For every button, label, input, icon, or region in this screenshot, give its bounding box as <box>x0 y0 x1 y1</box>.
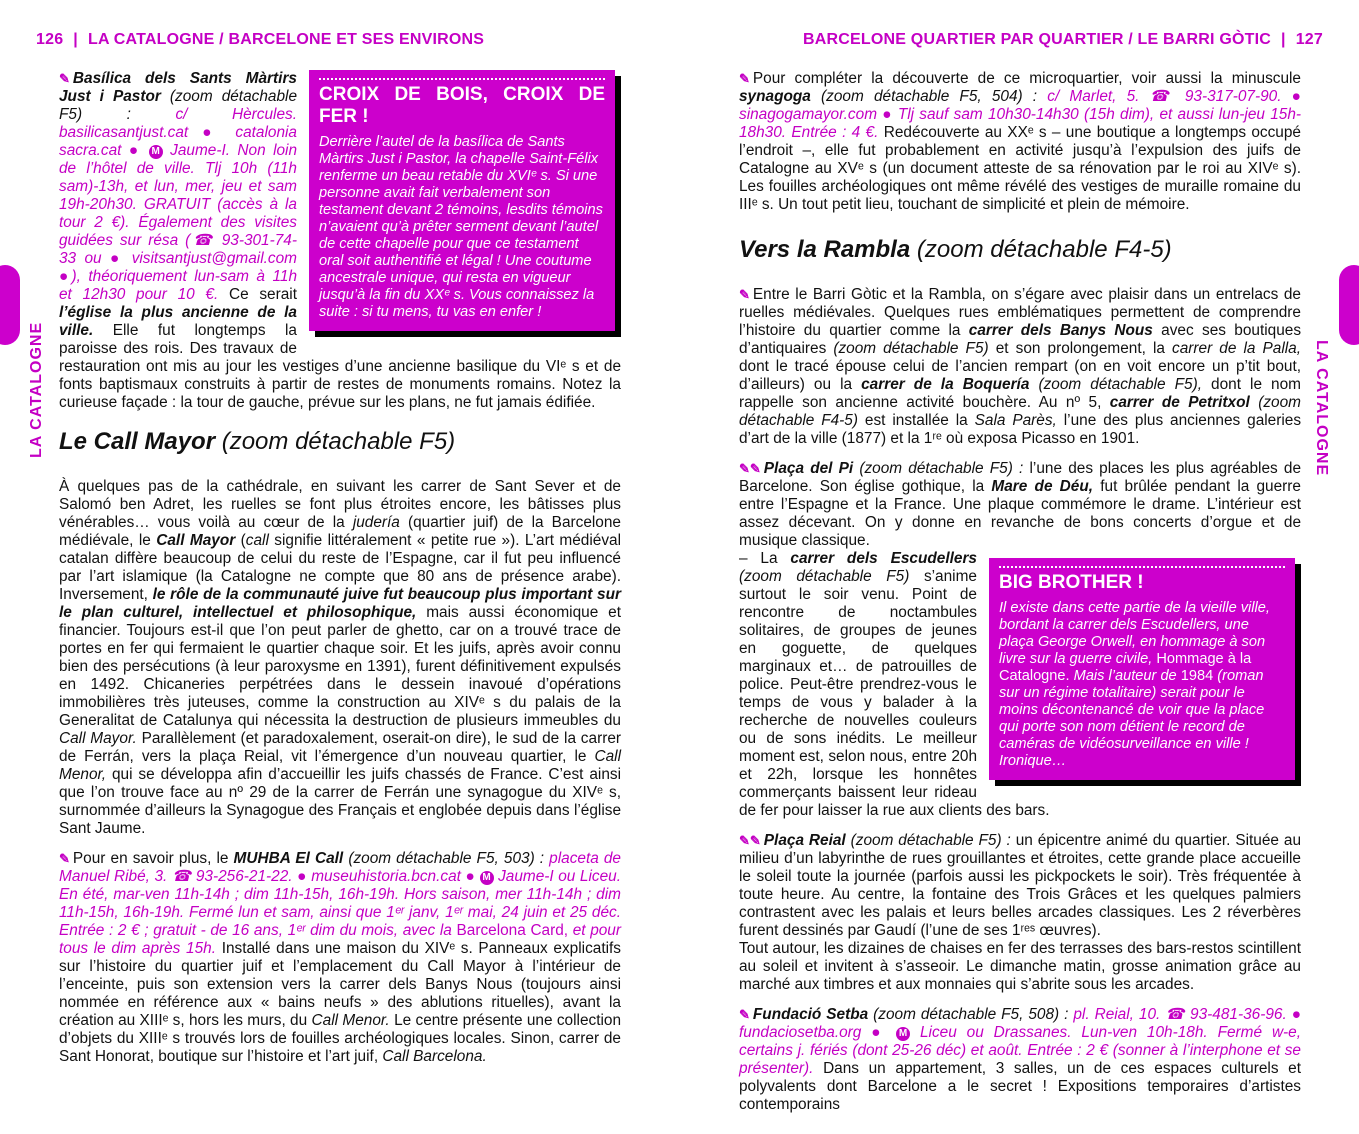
paragraph-call-mayor: À quelques pas de la cathédrale, en suivant les carrer de Sant Sever et de Salomó ben Adret, les ruelles se font plus étroites encore, les bâtisses plus vénérables… vous voilà au cœur de la judería (quartier juif) de la Barcelone médiévale, le Call Mayor (call signifie littéralement « petite rue »). L’art médiéval catalan diffère beaucoup de celui du reste de l’Espagne, car il fut peu influencé par l’art islamique (la Catalogne ne compte que 80 ans de présence arabe). Inversement, le rôle de la communauté juive fut beaucoup plus important sur le plan culturel, intellectuel et philosophique, mais aussi économique et financier. Toujours est-il que l’on peut parler de ghetto, car on a trouvé trace de portes en fer qui fermaient le quartier chaque soir. Et les juifs, après avoir connu bien des persécutions (à leur paroxysme en 1391), furent définitivement expulsés en 1492. Chicaneries perpétrées dans le dessein inavoué d’opérations immobilières très juteuses, comme la construction au XIVᵉ s du palais de la Generalitat de Catalunya qui nécessita la destruction de plusieurs immeubles du Call Mayor. Parallèlement (et paradoxalement, oserait-on dire), le sud de la carrer de Ferrán, vers la plaça Reial, vit l’émergence d’un nouveau quartier, le Call Menor, qui se développa afin d’accueillir les juifs chassés de France. C’est ainsi que l’on trouve face au nº 29 de la carrer de Ferrán une synagogue du XIVᵉ s, surnommée d’ailleurs la Synagogue des Français et englobée depuis dans l’église Sant Jaume. <box>59 478 622 837</box>
side-label-left: LA CATALOGNE <box>28 321 45 458</box>
sidebar-box-big-brother <box>989 558 1295 780</box>
thumb-tab-right <box>1339 265 1359 345</box>
entry-name: Basílica dels Sants Màrtirs Just i Pastor <box>59 70 297 105</box>
pin-icon: ✎ <box>59 71 70 86</box>
pin-icon: ✎✎ <box>739 833 761 848</box>
running-head-left: 126 | LA CATALOGNE / BARCELONE ET SES ENVIRONS <box>36 31 485 48</box>
sidebar-box-croix <box>309 70 615 331</box>
paragraph-reial-2: Tout autour, les dizaines de chaises en fer des terrasses des bars-restos scintillent au soleil et invitent à s’asseoir. Le dimanche matin, grosse animation grâce au marché aux timbres et aux monnaies qui s’abrite sous les arcades. <box>739 940 1301 993</box>
entry-placa-del-pi: ✎✎ Plaça del Pi (zoom détachable F5) : l’une des places les plus agréables de Barcelone. Son église gothique, la Mare de Déu, fut brûlée pendant la guerre entre l’Espagne et la France. Une plaque commémore le drame. L’intérieur est assez décevant. On y donne en revanche de bons concerts d’orgue et de musique classique. <box>739 460 1302 549</box>
metro-icon: M <box>896 1027 910 1041</box>
left-column <box>59 70 621 1066</box>
entry-zoom: (zoom détachable F5) : <box>59 88 297 123</box>
entry-escudellers: – La carrer dels Escudellers (zoom détachable F5) s’anime surtout le soir venu. Point de rencontre de noctambules solitaires, de groupes de jeunes en goguette, de quelques marginaux et… de patrouilles de police. Peut-être prendrez-vous le temps de vous y balader à la recherche de nouvelles couleurs ou de sons inédits. Le meilleur moment est, selon nous, entre 20h et 22h, lorsque les honnêtes commerçants baissent leur rideau de fer pour laisser la rue aux clients des bars. <box>739 550 1050 819</box>
pin-icon: ✎ <box>739 71 750 86</box>
left-page <box>0 0 679 1134</box>
box-body: Derrière l’autel de la basílica de Sants Màrtirs Just i Pastor, la chapelle Saint-Félix renferme un beau retable du XVIᵉ s. Si une personne avait fait verbalement son testament devant 2 témoins, lesdits témoins n’avaient qu’à prêter serment devant l’autel de cette chapelle pour que ce testament oral soit authentifié et légal ! Une coutume ancestrale unique, qui resta en vigueur jusqu’à la fin du XXᵉ s. Vous connaissez la suite : si tu mens, tu vas en enfer ! <box>319 134 603 320</box>
right-column <box>739 70 1301 1114</box>
running-head-right: BARCELONE QUARTIER PAR QUARTIER / LE BARRI GÒTIC | 127 <box>803 31 1323 48</box>
pin-icon: ✎✎ <box>739 461 761 476</box>
page-number-right: 127 <box>1295 31 1323 48</box>
box-title: CROIX DE BOIS, CROIX DE FER ! <box>319 78 605 128</box>
metro-icon: M <box>149 145 163 159</box>
page-number-left: 126 <box>36 31 64 48</box>
pin-icon: ✎ <box>739 287 750 302</box>
entry-info: Non loin de l’hôtel de ville. Tlj 10h (11h sam)-13h, et lun, mer, jeu et sam 19h-20h30. GRATUIT (accès à la tour 2 €). Également des visites guidées sur résa (☎ 93-301-74-33 ou ● visitsantjust@gmail.com ●), théoriquement lun-sam à 11h et 12h30 pour 10 €. <box>59 142 298 303</box>
right-page <box>680 0 1359 1134</box>
entry-synagoga: ✎ Pour compléter la découverte de ce microquartier, voir aussi la minuscule synagoga (zoom détachable F5, 504) : c/ Marlet, 5. ☎ 93-317-07-90. ● sinagogamayor.com ● Tlj sauf sam 10h30-14h30 (15h dim), et aussi lun-jeu 15h-18h30. Entrée : 4 €. Redécouverte au XXᵉ s – une boutique a longtemps occupé l’endroit –, elle fut probablement en activité jusqu’à l’expulsion des juifs de Catalogne au XVᵉ s (un document atteste de sa rénovation par le roi au XIVᵉ s). Les fouilles archéologiques ont même révélé des vestiges de muraille romaine du IIIᵉ s. Un tout petit lieu, touchant de simplicité et plein de mémoire. <box>739 70 1301 213</box>
running-title-left: LA CATALOGNE / BARCELONE ET SES ENVIRONS <box>87 31 485 48</box>
side-label-right: LA CATALOGNE <box>1313 340 1330 477</box>
entry-basilica: ✎ Basílica dels Sants Màrtirs Just i Pastor (zoom détachable F5) : c/ Hèrcules. basilicasantjust.cat ● catalonia​sacra.cat ● M Jaume-I. Non loin de l’hôtel de ville. Tlj 10h (11h sam)-13h, et lun, mer, jeu et sam 19h-20h30. GRATUIT (accès à la tour 2 €). Également des visites guidées sur résa (☎ 93-301-74-33 ou ● visitsantjust@gmail.com ●), théoriquement lun-sam à 11h et 12h30 pour 10 €. Ce serait l’église la plus ancienne de la ville. Elle fut longtemps la paroisse des rois. Des travaux de restauration ont mis au jour les vestiges d’une ancienne basilique du VIᵉ s et de fonts baptismaux construits à partir de restes de monuments romains. Notez la curieuse façade : la tour de gauche, prévue sur les plans, ne fut jamais édifiée. <box>59 70 621 411</box>
pin-icon: ✎ <box>59 851 70 866</box>
entry-address: c/ Hèrcules. <box>175 106 297 123</box>
entry-muhba: ✎ Pour en savoir plus, le MUHBA El Call (zoom détachable F5, 503) : placeta de Manuel Ribé, 3. ☎ 93-256-21-22. ● museuhistoria.bcn.cat ● M Jaume-I ou Liceu. En été, mar-ven 11h-14h ; dim 11h-15h, 16h-19h. Hors saison, mer 11h-14h ; dim 11h-15h, 16h-19h. Fermé lun et sam, ainsi que 1ᵉʳ janv, 1ᵉʳ mai, 24 juin et 25 déc. Entrée : 2 € ; gratuit - de 16 ans, 1ᵉʳ dim du mois, avec la Barcelona Card, et pour tous le dim après 15h. Installé dans une maison du XIVᵉ s. Panneaux explicatifs sur l’histoire du quartier juif et l’emplacement du Call Mayor à l’intérieur de l’enceinte, puis son extension vers la carrer dels Banys Nous (toujours ainsi nommée en référence aux « bains neufs » des ablutions rituelles), avant la création au XIIIᵉ s, hors les murs, du Call Menor. Le centre présente une collection d’objets du XIIIᵉ s trouvés lors de fouilles archéologiques locales. Sinon, carrer de Sant Honorat, boutique sur l’histoire et l’art juif, Call Barcelona. <box>59 850 622 1065</box>
section-title-rambla: Vers la Rambla (zoom détachable F4-5) <box>739 236 1172 263</box>
entry-setba: ✎ Fundació Setba (zoom détachable F5, 508) : pl. Reial, 10. ☎ 93-481-36-96. ● fundaciosetba.org ● M Liceu ou Drassanes. Lun-ven 10h-18h. Fermé w-e, certains j. fériés (dont 25-26 déc) et août. Entrée : 2 € (sonner à l’interphone et se présenter). Dans un appartement, 3 salles, un de ces espaces culturels et polyvalents dont Barcelone a le secret ! Expositions temporaires d’artistes contemporains <box>739 1006 1302 1113</box>
entry-placa-reial: ✎✎ Plaça Reial (zoom détachable F5) : un épicentre animé du quartier. Située au milieu d’un labyrinthe de rues grouillantes et étroites, cette grande place accueille le soleil toute la journée (parfois aussi les pickpockets le soir). Très fréquentée à toute heure. Au centre, la fontaine des Trois Grâces et les quelques palmiers contrastent avec les palais et leurs belles arcades classiques. Les 2 réverbères furent dessinés par Gaudí (l’une de ses 1ʳᵉˢ œuvres). <box>739 832 1302 939</box>
metro-icon: M <box>480 871 494 885</box>
running-title-right: BARCELONE QUARTIER PAR QUARTIER / LE BARRI GÒTIC <box>803 31 1272 48</box>
section-title-call-mayor: Le Call Mayor (zoom détachable F5) <box>59 428 456 455</box>
thumb-tab-left <box>0 265 20 345</box>
box-body: Il existe dans cette partie de la vieille ville, bordant la carrer dels Escudellers, une plaça George Orwell, en hommage à son livre sur la guerre civile, Hommage à la Catalogne. Mais l’auteur de 1984 (roman sur un régime totalitaire) serait pour le moins décontenancé de voir que la place qui porte son nom détient le record de caméras de vidéosurveillance en ville ! Ironique… <box>999 600 1270 769</box>
pin-icon: ✎ <box>739 1007 750 1022</box>
entry-metro: Jaume-I. <box>170 142 230 159</box>
paragraph-rambla: ✎ Entre le Barri Gòtic et la Rambla, on s’égare avec plaisir dans un entrelacs de ruelles médiévales. Quelques rues emblématiques permettent de comprendre l’histoire du quartier comme la carrer dels Banys Nous avec ses boutiques d’antiquaires (zoom détachable F5) et son prolongement, la carrer de la Palla, dont le tracé épouse celui de l’ancien rempart (on en voit encore un p’tit bout, d’ailleurs) ou la carrer de la Boquería (zoom détachable F5), dont le nom rappelle son ancienne activité bouchère. Au nº 5, carrer de Petritxol (zoom détachable F4-5) est installée la Sala Parès, l’une des plus anciennes galeries d’art de la ville (1877) et la 1ʳᵉ où exposa Picasso en 1901. <box>739 286 1302 447</box>
entry-web[interactable]: basilicasantjust.cat ● catalonia​sacra.cat ● <box>59 124 297 159</box>
box-title: BIG BROTHER ! <box>999 566 1285 594</box>
entry-address[interactable]: placeta de Manuel Ribé, 3. ☎ 93-256-21-22. ● museuhistoria.bcn.cat ● <box>59 850 621 885</box>
